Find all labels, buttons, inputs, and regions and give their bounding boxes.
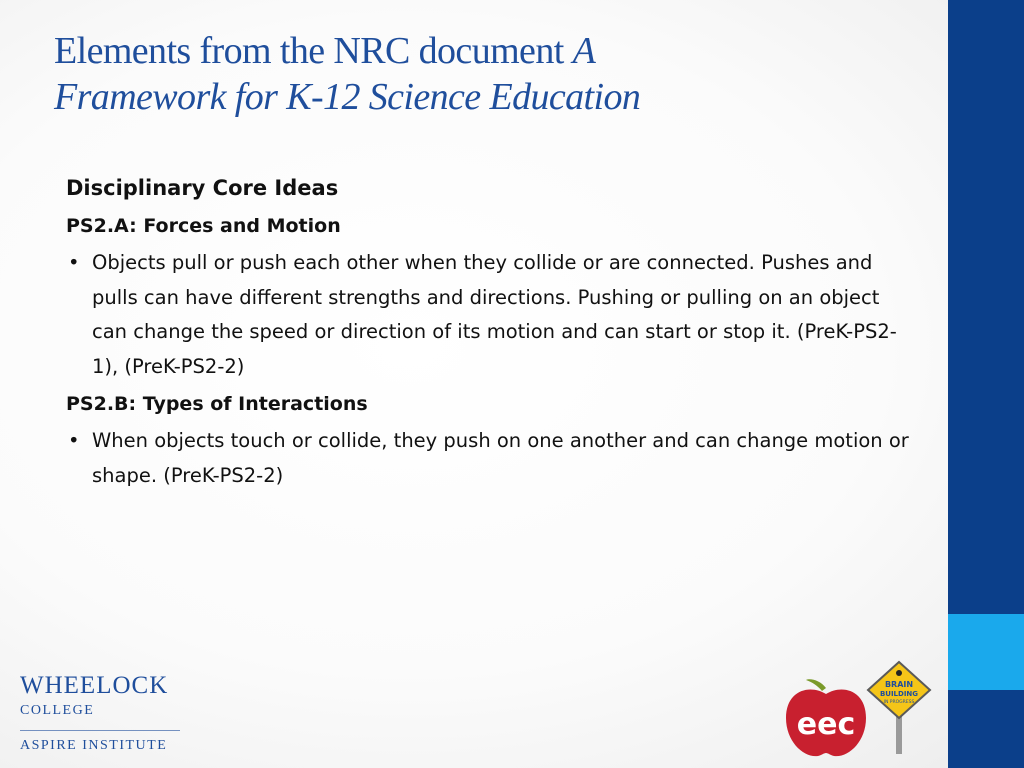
eec-apple-logo	[780, 676, 872, 760]
bullet-item	[66, 424, 916, 493]
bullet-item	[66, 246, 916, 384]
core-ideas-heading: Disciplinary Core Ideas	[66, 176, 339, 200]
title-italic-a: A	[572, 30, 596, 72]
worker-figure-icon	[896, 670, 902, 676]
bullet-dot: •	[68, 429, 80, 452]
slide-body	[66, 172, 916, 499]
title-prefix: Elements from the NRC document	[54, 30, 573, 72]
section-ps2a-title: PS2.A: Forces and Motion	[66, 215, 341, 237]
side-accent-block	[948, 614, 1024, 690]
wheelock-name: WHEELOCK	[20, 672, 169, 699]
eec-text: eec	[796, 707, 856, 742]
bullet-dot: •	[68, 251, 80, 274]
wheelock-college: COLLEGE	[20, 703, 95, 718]
aspire-institute: ASPIRE INSTITUTE	[20, 738, 168, 753]
in-progress-text: IN PROGRESS	[883, 700, 915, 705]
slide-title	[54, 28, 934, 120]
logo-divider	[20, 730, 180, 731]
wheelock-logo	[20, 672, 180, 755]
apple-leaf-icon	[806, 679, 826, 691]
title-italic-line2: Framework for K-12 Science Education	[54, 76, 641, 118]
bullet-text: Objects pull or push each other when they collide or are connected. Pushes and pulls can have different strengths and directions. Pushing or pulling on an object can change the speed or direction of its motion and can start or stop it. (PreK-PS2-1), (PreK-PS2-2)	[92, 251, 897, 378]
bullet-text: When objects touch or collide, they push on one another and can change motion or shape. (PreK-PS2-2)	[92, 429, 909, 487]
brain-text: BRAIN	[884, 680, 914, 689]
building-text: BUILDING	[879, 690, 919, 698]
brain-building-sign-logo	[866, 660, 932, 756]
section-ps2b-title: PS2.B: Types of Interactions	[66, 393, 368, 415]
